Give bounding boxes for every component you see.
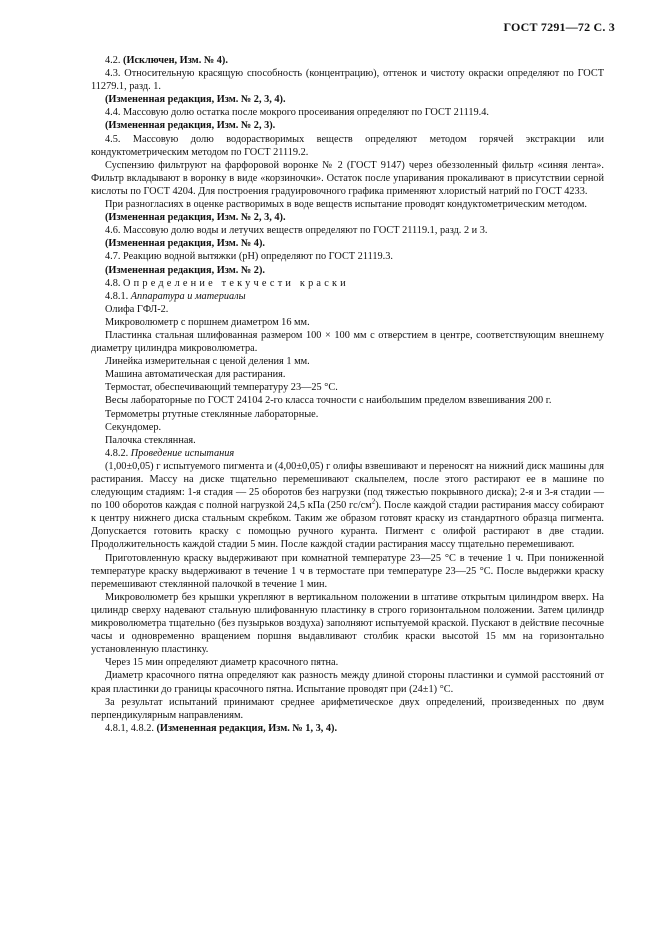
amendment-note: (Измененная редакция, Изм. № 1, 3, 4). bbox=[156, 722, 338, 734]
clause-4-5: 4.5. Массовую долю водорастворимых веществ определяют методом горячей экстракции или кондуктометрическим методом по ГОСТ 21119.2. bbox=[91, 133, 604, 158]
list-item: Термометры ртутные стеклянные лабораторные. bbox=[105, 408, 319, 420]
superscript: 2 bbox=[371, 497, 376, 506]
clause-number: 4.8.1, 4.8.2. bbox=[105, 722, 154, 734]
clause-4-6: 4.6. Массовую долю воды и летучих веществ определяют по ГОСТ 21119.1, разд. 2 и 3. bbox=[105, 225, 488, 237]
clause-4-8 bbox=[91, 277, 604, 290]
amendment-note: (Исключен, Изм. № 4). bbox=[123, 55, 228, 66]
paragraph-result: За результат испытаний принимают среднее арифметическое двух определений, произведенных по двум перпендикулярным направлениям. bbox=[91, 696, 604, 721]
clause-number: 4.8.1. bbox=[105, 290, 129, 302]
amendment-note: (Измененная редакция, Изм. № 2, 3, 4). bbox=[105, 212, 286, 224]
clause-number: 4.8. bbox=[105, 277, 121, 289]
amendment-note: (Измененная редакция, Изм. № 2). bbox=[105, 264, 265, 276]
list-item: Секундомер. bbox=[105, 421, 162, 433]
list-item: Олифа ГФЛ-2. bbox=[105, 303, 169, 315]
document-body bbox=[91, 54, 604, 735]
section-heading: Определение текучести краски bbox=[123, 277, 349, 289]
clause-4-8-1 bbox=[91, 290, 604, 303]
subsection-heading: Проведение испытания bbox=[130, 447, 235, 459]
amendment-note: (Измененная редакция, Изм. № 2, 3, 4). bbox=[105, 94, 286, 106]
clause-4-2 bbox=[91, 54, 604, 67]
amendment-note: (Измененная редакция, Изм. № 2, 3). bbox=[105, 120, 276, 132]
list-item: Весы лабораторные по ГОСТ 24104 2-го класса точности с наибольшим пределом взвешивания 200 г. bbox=[105, 395, 552, 407]
paragraph-microvolumeter: Микроволюметр без крышки укрепляют в вертикальном положении в штативе открытым цилиндром вверх. На цилиндр сверху надевают стальную шлифованную пластинку в строго горизонтальном положении. Затем цилиндр микроволюметра тщательно (без пузырьков воздуха) заполняют испытуемой краской. Пускают в действие песочные часы и одновременно вращением поршня выдавливают столбик краски высотой 15 мм на горизонтально установленную пластинку. bbox=[91, 591, 604, 656]
list-item: Палочка стеклянная. bbox=[105, 434, 196, 446]
clause-4-4: 4.4. Массовую долю остатка после мокрого просеивания определяют по ГОСТ 21119.4. bbox=[105, 107, 489, 119]
clause-number: 4.2. bbox=[105, 55, 121, 66]
list-item: Пластинка стальная шлифованная размером 100 × 100 мм с отверстием в центре, соответствующим внешнему диаметру цилиндра микроволюметра. bbox=[91, 329, 604, 355]
clause-4-8-2 bbox=[91, 447, 604, 460]
paragraph-disagreement: При разногласиях в оценке растворимых в воде веществ испытание проводят кондуктометрическим методом. bbox=[105, 199, 587, 211]
list-item: Линейка измерительная с ценой деления 1 мм. bbox=[105, 356, 310, 368]
list-item: Микроволюметр с поршнем диаметром 16 мм. bbox=[105, 316, 310, 328]
paragraph-conditioning: Приготовленную краску выдерживают при комнатной температуре 23—25 °С в течение 1 ч. При пониженной температуре краску выдерживают в течение 1 ч в термостате при температуре 23—25 °С. После выдержки краску перемешивают стеклянной палочкой в течение 1 мин. bbox=[91, 552, 604, 590]
paragraph-diameter: Диаметр красочного пятна определяют как разность между длиной стороны пластинки и суммой расстояний от края пластинки до границы красочного пятна. Испытание проводят при (24±1) °С. bbox=[91, 670, 604, 695]
clause-4-3: 4.3. Относительную красящую способность (концентрацию), оттенок и чистоту окраски определяют по ГОСТ 11279.1, разд. 1. bbox=[91, 68, 604, 93]
subsection-heading: Аппаратура и материалы bbox=[130, 290, 246, 302]
list-item: Термостат, обеспечивающий температуру 23—25 °С. bbox=[105, 382, 338, 394]
paragraph-filtration: Суспензию фильтруют на фарфоровой воронке № 2 (ГОСТ 9147) через обеззоленный фильтр «синяя лента». Фильтр вкладывают в воронку в виде «корзиночки». Остаток после упаривания прокаливают в присутствии серной кислоты по ГОСТ 4204. Для построения градуировочного графика применяют хлористый натрий по ГОСТ 4233. bbox=[91, 159, 604, 197]
clause-number: 4.8.2. bbox=[105, 447, 129, 459]
clause-4-7: 4.7. Реакцию водной вытяжки (рН) определяют по ГОСТ 21119.3. bbox=[105, 251, 393, 263]
amendment-note: (Измененная редакция, Изм. № 4). bbox=[105, 238, 265, 250]
list-item: Машина автоматическая для растирания. bbox=[105, 369, 286, 381]
paragraph-measure-time: Через 15 мин определяют диаметр красочного пятна. bbox=[105, 657, 339, 669]
page-header: ГОСТ 7291—72 С. 3 bbox=[503, 20, 615, 34]
amendment-note-final bbox=[91, 722, 604, 735]
paragraph-grinding: (1,00±0,05) г испытуемого пигмента и (4,00±0,05) г олифы взвешивают и переносят на нижний диск машины для растирания. Массу на диске тщательно перемешивают скальпелем, после этого растирают ее в машине по следующим стадиям: 1-я стадия — 25 оборотов без нагрузки (под тяжестью покрывного диска); 2-я и 3-я стадии — по 100 оборотов каждая с полной нагрузкой 24,5 кПа (250 $гс/см^2$). После каждой стадии растирания массу собирают к центру нижнего диска стальным скребком. Таким же образом готовят краску из стандартного образца пигмента. Допускается готовить краску с помощью ручного куранта. Пигмент с олифой растирают в две стадии. Продолжительность каждой стадии 5 мин. После каждой стадии растирания массу тщательно перемешивают. bbox=[91, 460, 604, 551]
